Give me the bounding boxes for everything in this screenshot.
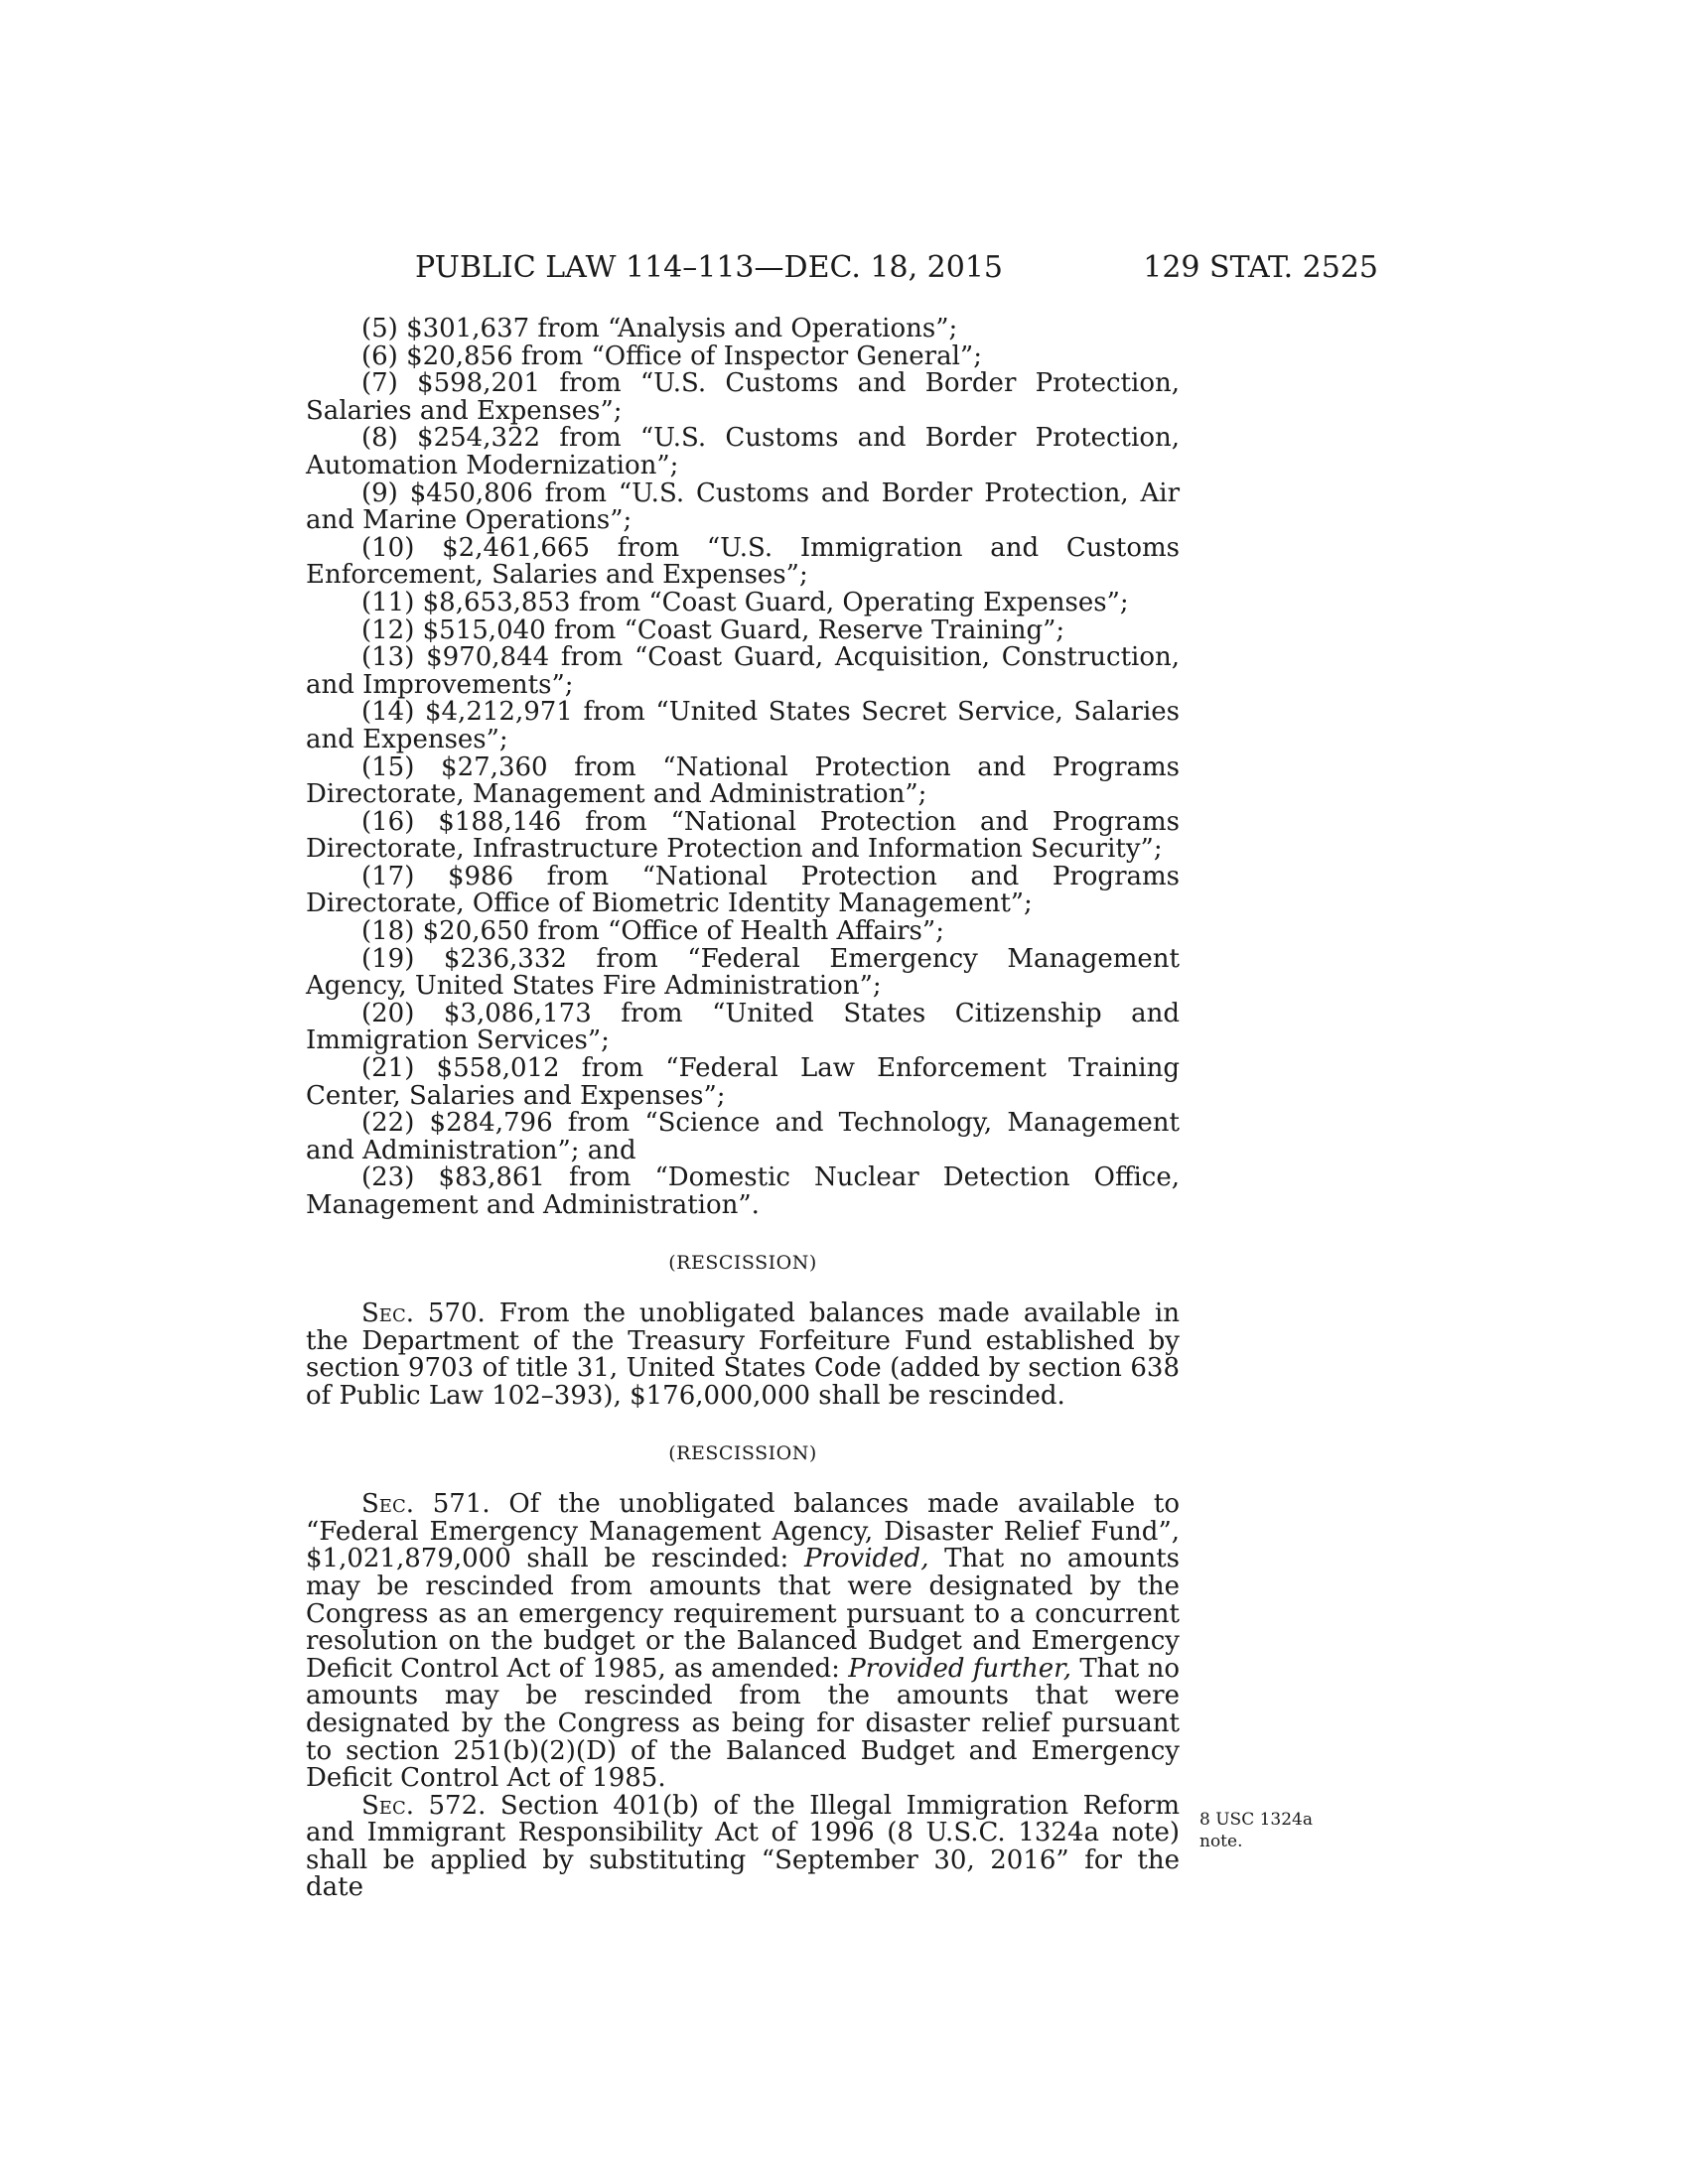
list-item: (21) $558,012 from “Federal Law Enforcement Training Center, Salaries and Expenses”; bbox=[306, 1053, 1180, 1111]
page-header bbox=[415, 248, 1378, 288]
list-item: (16) $188,146 from “National Protection and Programs Directorate, Infrastructure Protection and Information Security”; bbox=[306, 806, 1180, 865]
sec571-text-part2: That no amounts may be rescinded from amounts that were designated by the Congress as an emergency requirement pursuant to a concurrent resolution on the budget or the Balanced Budget and Emergency Deficit Control Act of 1985, as amended: bbox=[306, 1544, 1181, 1684]
list-item: (13) $970,844 from “Coast Guard, Acquisition, Construction, and Improvements”; bbox=[306, 642, 1180, 700]
list-item: (15) $27,360 from “National Protection and Programs Directorate, Management and Administration”; bbox=[306, 751, 1180, 810]
list-item: (9) $450,806 from “U.S. Customs and Border Protection, Air and Marine Operations”; bbox=[306, 478, 1180, 536]
list-item: (6) $20,856 from “Office of Inspector General”; bbox=[361, 341, 982, 371]
list-item: (23) $83,861 from “Domestic Nuclear Detection Office, Management and Administration”. bbox=[306, 1162, 1180, 1220]
list-item: (12) $515,040 from “Coast Guard, Reserve Training”; bbox=[361, 614, 1065, 645]
list-item: (22) $284,796 from “Science and Technology, Management and Administration”; and bbox=[306, 1108, 1180, 1165]
sec570-paragraph bbox=[306, 1300, 1180, 1410]
sec570-label: Sec. 570. bbox=[361, 1298, 486, 1329]
list-item: (20) $3,086,173 from “United States Citizenship and Immigration Services”; bbox=[306, 998, 1180, 1056]
header-title: PUBLIC LAW 114–113—DEC. 18, 2015 bbox=[415, 250, 1004, 285]
sec571-heading: (RESCISSION) bbox=[668, 1441, 817, 1464]
list-item: (5) $301,637 from “Analysis and Operations”; bbox=[361, 314, 958, 343]
sec570-text: From the unobligated balances made available in the Department of the Treasury Forfeiture Fund established by section 9703 of title 31, United States Code (added by section 638 of Public Law 102–393), $176,000,000 shall be rescinded. bbox=[306, 1298, 1180, 1411]
list-item: (8) $254,322 from “U.S. Customs and Border Protection, Automation Modernization”; bbox=[306, 423, 1180, 480]
sec571-text-part1: Of the unobligated balances made available to “Federal Emergency Management Agency, Disaster Relief Fund”, $1,021,879,000 shall be rescinded: bbox=[306, 1489, 1180, 1574]
sec571-label: Sec. 571. bbox=[361, 1489, 491, 1520]
sec571-paragraph bbox=[306, 1491, 1180, 1793]
list-item: (17) $986 from “National Protection and Programs Directorate, Office of Biometric Identity Management”; bbox=[306, 861, 1180, 919]
body-text bbox=[306, 316, 1180, 1902]
margin-note-usc-citation: 8 USC 1324a note. bbox=[1199, 1810, 1314, 1851]
sec570-heading: (RESCISSION) bbox=[668, 1251, 817, 1274]
list-item: (7) $598,201 from “U.S. Customs and Border Protection, Salaries and Expenses”; bbox=[306, 368, 1180, 426]
list-item: (11) $8,653,853 from “Coast Guard, Operating Expenses”; bbox=[361, 587, 1129, 617]
sec571-provided-further: Provided further, bbox=[848, 1653, 1071, 1684]
sec571-text-part3: That no amounts may be rescinded from the amounts that were designated by the Congress as being for disaster relief pursuant to section 251(b)(2)(D) of the Balanced Budget and Emergency Deficit Control Act of 1985. bbox=[306, 1653, 1181, 1794]
list-item: (18) $20,650 from “Office of Health Affairs”; bbox=[361, 916, 944, 947]
header-stat-citation: 129 STAT. 2525 bbox=[1143, 250, 1378, 285]
sec572-label: Sec. 572. bbox=[361, 1790, 487, 1821]
list-item: (14) $4,212,971 from “United States Secret Service, Salaries and Expenses”; bbox=[306, 697, 1180, 754]
list-item: (10) $2,461,665 from “U.S. Immigration and Customs Enforcement, Salaries and Expenses”; bbox=[306, 532, 1180, 591]
sec572-text: Section 401(b) of the Illegal Immigration Reform and Immigrant Responsibility Act of 1996 (8 U.S.C. 1324a note) shall be applied by substituting “September 30, 2016” for the date bbox=[306, 1790, 1180, 1903]
sec572-paragraph bbox=[306, 1790, 1180, 1903]
list-item: (19) $236,332 from “Federal Emergency Management Agency, United States Fire Administration”; bbox=[306, 943, 1180, 1002]
sec571-provided: Provided, bbox=[803, 1544, 929, 1574]
